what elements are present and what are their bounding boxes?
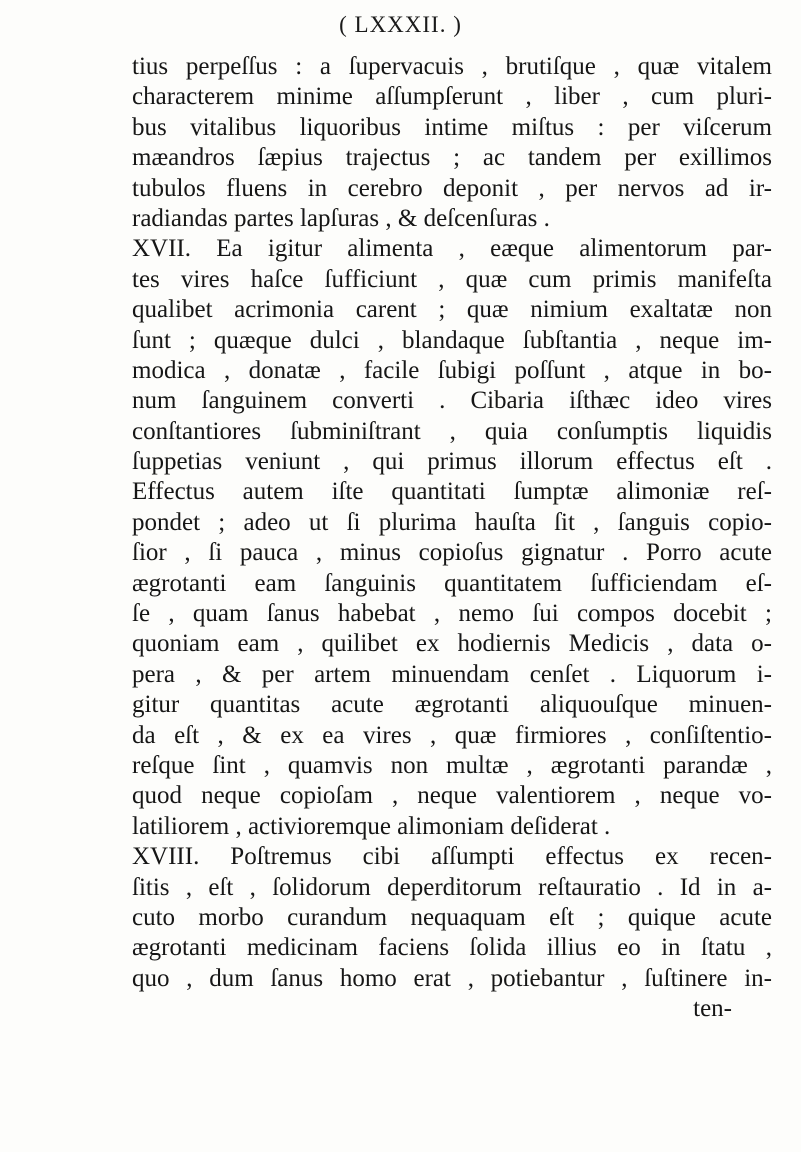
text-line: radiandas partes lapſuras , & deſcenſuras .	[132, 204, 550, 232]
text-line: quoniam eam , quilibet ex hodiernis Medicis , data o-	[132, 630, 772, 658]
text-line: ſunt ; quæque dulci , blandaque ſubſtantia , neque im-	[132, 326, 772, 354]
text-line: conſtantiores ſubminiſtrant , quia conſumptis liquidis	[132, 417, 772, 445]
text-line: ſuppetias veniunt , qui primus illorum effectus eſt .	[132, 448, 772, 476]
text-line: bus vitalibus liquoribus intime miſtus : per viſcerum	[132, 113, 772, 141]
text-line: Effectus autem iſte quantitati ſumptæ alimoniæ reſ-	[132, 478, 772, 506]
text-line: characterem minime aſſumpſerunt , liber , cum pluri-	[132, 83, 772, 111]
text-line: ſitis , eſt , ſolidorum deperditorum reſtauratio . Id in a-	[132, 873, 772, 901]
text-line: ægrotanti eam ſanguinis quantitatem ſufficiendam eſ-	[132, 569, 772, 597]
text-line: ſior , ſi pauca , minus copioſus gignatur . Porro acute	[132, 539, 772, 567]
text-line: cuto morbo curandum nequaquam eſt ; quique acute	[132, 903, 772, 931]
text-line: quo , dum ſanus homo erat , potiebantur , ſuſtinere in-	[132, 964, 772, 992]
text-line: da eſt , & ex ea vires , quæ firmiores , conſiſtentio-	[132, 721, 772, 749]
text-line: tubulos fluens in cerebro deponit , per nervos ad ir-	[132, 174, 772, 202]
text-line: qualibet acrimonia carent ; quæ nimium exaltatæ non	[132, 296, 772, 324]
text-line: latiliorem , activioremque alimoniam deſiderat .	[132, 812, 611, 840]
text-line: tius perpeſſus : a ſupervacuis , brutiſque , quæ vitalem	[132, 53, 772, 80]
text-line: XVIII. Poſtremus cibi aſſumpti effectus ex recen-	[132, 843, 772, 871]
text-line: pera , & per artem minuendam cenſet . Liquorum i-	[132, 660, 772, 688]
text-line: XVII. Ea igitur alimenta , eæque alimentorum par-	[132, 235, 772, 263]
text-line: reſque ſint , quamvis non multæ , ægrotanti parandæ ,	[132, 751, 772, 779]
text-line: ægrotanti medicinam faciens ſolida illius eo in ſtatu ,	[132, 934, 772, 962]
text-line: quod neque copioſam , neque valentiorem , neque vo-	[132, 782, 772, 810]
text-line: modica , donatæ , facile ſubigi poſſunt , atque in bo-	[132, 356, 772, 384]
text-line: mæandros ſæpius trajectus ; ac tandem per exillimos	[132, 144, 772, 172]
text-line: ſe , quam ſanus habebat , nemo ſui compos docebit ;	[132, 600, 772, 628]
text-line: tes vires haſce ſufficiunt , quæ cum primis manifeſta	[132, 265, 772, 293]
text-line: pondet ; adeo ut ſi plurima hauſta ſit , ſanguis copio-	[132, 508, 772, 536]
page-header: ( LXXXII. )	[339, 12, 462, 37]
page-body	[132, 52, 772, 1025]
text-line: num ſanguinem converti . Cibaria iſthæc ideo vires	[132, 387, 772, 415]
catchword: ten-	[693, 995, 732, 1023]
text-line: gitur quantitas acute ægrotanti aliquouſque minuen-	[132, 691, 772, 719]
